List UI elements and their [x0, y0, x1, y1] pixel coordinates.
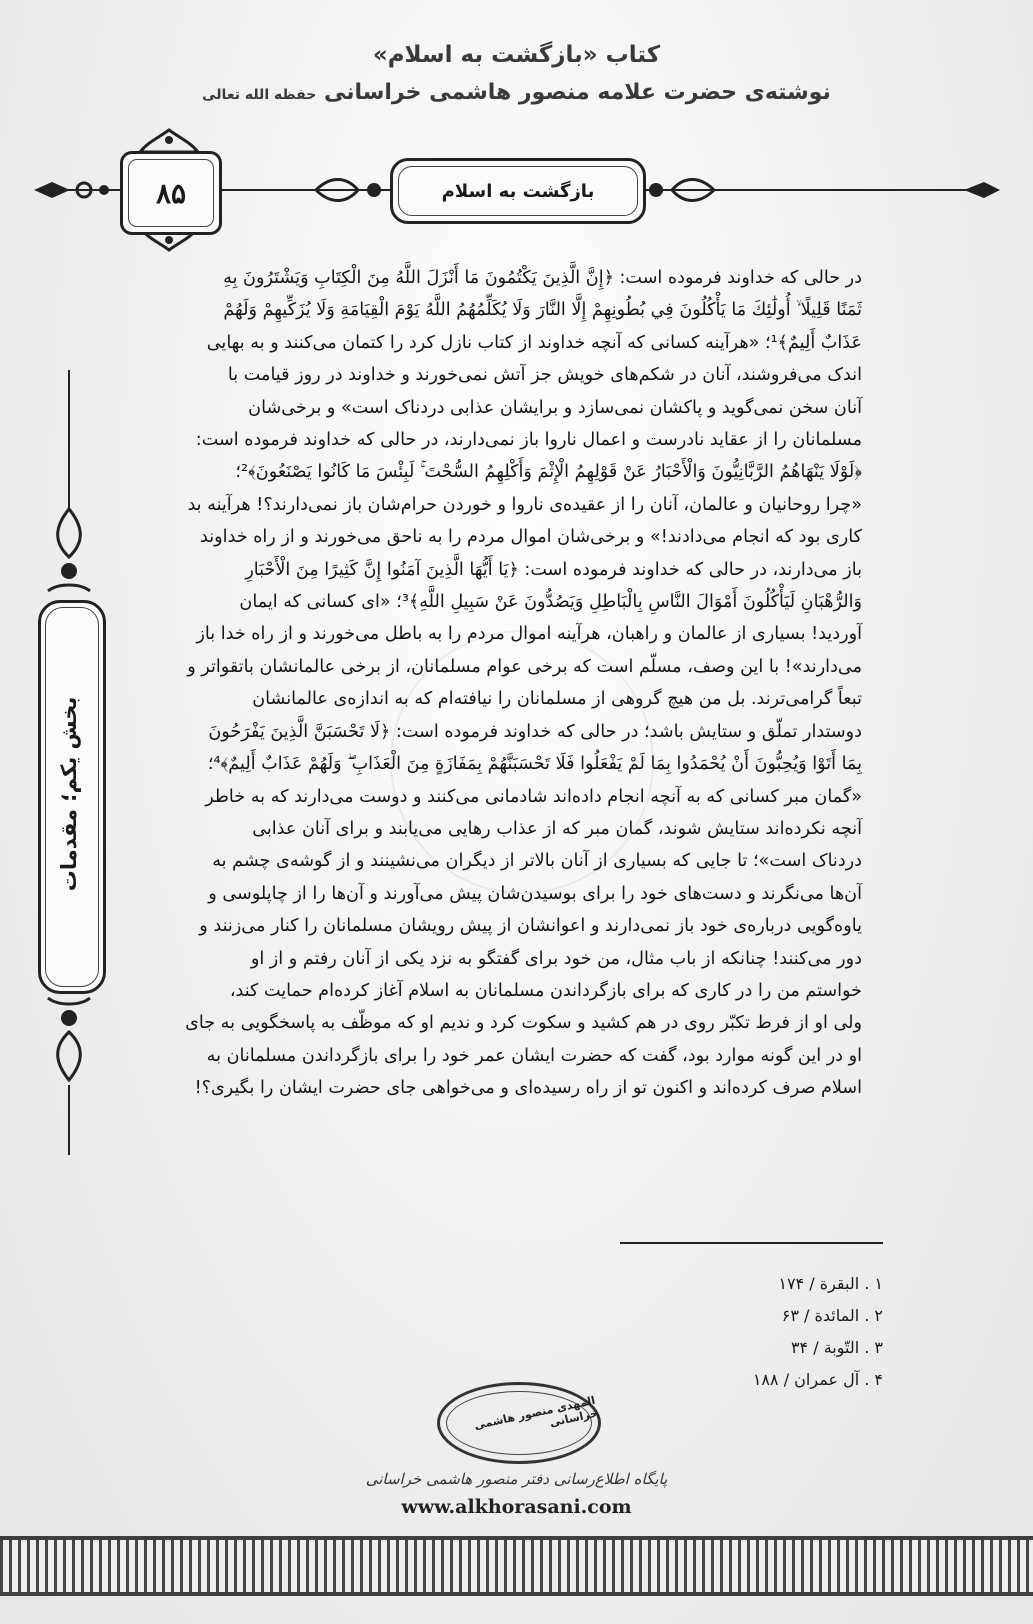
text-line: دوستدار تملّق و ستایش باشد؛ در حالی که خداوند فرموده است: ﴿لَا تَحْسَبَنَّ الَّذِينَ يَفْرَحُونَ — [208, 721, 862, 742]
text-line: مسلمانان را از عقاید نادرست و اعمال ناروا باز نمی‌دارند، در حالی که خداوند فرموده است: — [195, 430, 862, 451]
author-honorific: حفظه الله تعالی — [202, 87, 317, 103]
section-tab — [390, 158, 646, 224]
text-line: بِمَا أَتَوْا وَيُحِبُّونَ أَنْ يُحْمَدُوا بِمَا لَمْ يَفْعَلُوا فَلَا تَحْسَبَنَّهُمْ بِمَفَازَةٍ مِنَ الْعَذَابِ ۖ وَلَهُمْ عَذَابٌ أَلِيمٌ﴾⁴؛ — [207, 754, 862, 775]
text-line: یاوه‌گویی درباره‌ی خود باز نمی‌دارند و اعوانشان از پیش رویشان مسلمانان را کنار می‌زنند و — [199, 916, 862, 937]
author-name: نوشته‌ی حضرت علامه منصور هاشمی خراسانی — [323, 80, 831, 105]
left-flourish-icon — [32, 172, 122, 208]
text-line: آنچه نکرده‌اند ستایش شوند، گمان مبر که از عذاب رهایی می‌یابند و برای آنان عذابی — [252, 818, 862, 839]
section-tab-label: بازگشت به اسلام — [441, 180, 595, 202]
side-ornament-line-top — [68, 370, 70, 510]
text-line: «گمان مبر کسانی که به آنچه انجام داده‌اند شادمانی می‌کنند و دوست می‌دارند که به خاطر — [205, 786, 862, 807]
text-line: دردناک است»؛ تا جایی که بسیاری از آنان بالاتر از دیگران می‌نشینند و از گوشه‌ی چشم به — [212, 851, 862, 872]
text-line: ولی او از فرط تکبّر روی در هم کشید و سکوت کرد و ندیم او که موظّف به پاسخگویی به جای — [185, 1013, 862, 1034]
footnote-divider — [620, 1242, 883, 1244]
side-ornament-line-bottom — [68, 1085, 70, 1155]
text-line: عَذَابٌ أَلِيمٌ﴾¹؛ «هرآینه کسانی که آنچه خداوند از کتاب نازل کرد را کتمان می‌کنند و به بهایی — [206, 332, 862, 353]
text-line: او در این گونه موارد بود، گفت که حضرت ایشان عمر خود را برای بازگرداندن مسلمانان به — [206, 1045, 862, 1066]
text-line: کاری بود که انجام می‌دادند!» و برخی‌شان اموال مردم را به ناحق می‌خورند و از راه خداوند — [199, 527, 862, 548]
text-line: آن‌ها می‌نگرند و دست‌های خود را برای بوسیدن‌شان پیش می‌آورند و آن‌ها را از چاپلوسی و — [208, 883, 862, 904]
seal-logo — [437, 1382, 601, 1464]
text-line: ثَمَنًا قَلِيلًا ۙ أُولَٰئِكَ مَا يَأْكُلُونَ فِي بُطُونِهِمْ إِلَّا النَّارَ وَلَا يُكَلِّمُهُمُ اللَّهُ يَوْمَ الْقِيَامَةِ وَلَا يُزَكِّيهِمْ وَلَهُمْ — [223, 300, 862, 321]
footnote-3: ۳ . التّوبة / ۳۴ — [790, 1338, 883, 1357]
side-bottom-flourish-icon — [42, 990, 96, 1085]
text-line: اسلام صرف کرده‌اند و اکنون تو از راه رسیده‌ای و می‌خواهی جای حضرت ایشان را بگیری؟! — [194, 1078, 862, 1099]
text-line: اندک می‌فروشند، آنان در شکم‌های خویش جز آتش نمی‌خورند و خداوند در روز قیامت با — [227, 365, 862, 386]
text-line: آنان سخن نمی‌گوید و پاکشان نمی‌سازد و برایشان عذابی دردناک است» و برخی‌شان — [248, 397, 862, 418]
footnote-2: ۲ . المائدة / ۶۳ — [781, 1306, 883, 1325]
text-line: وَالرُّهْبَانِ لَيَأْكُلُونَ أَمْوَالَ النَّاسِ بِالْبَاطِلِ وَيَصُدُّونَ عَنْ سَبِيلِ اللَّهِ﴾³؛ «ای کسانی که ایمان — [239, 592, 862, 613]
author-line — [130, 80, 903, 105]
footnote-4: ۴ . آل عمران / ۱۸۸ — [752, 1370, 883, 1389]
footnote-1: ۱ . البقرة / ۱۷۴ — [778, 1274, 883, 1293]
book-title: کتاب «بازگشت به اسلام» — [372, 42, 661, 68]
footer-ornament-band — [0, 1536, 1033, 1596]
site-caption: پایگاه اطلاع‌رسانی دفتر منصور هاشمی خراسانی — [365, 1470, 668, 1488]
right-end-flourish-icon — [962, 178, 1002, 202]
text-line: «چرا روحانیان و عالمان، آنان را از عقیده‌ی ناروا و خوردن حرام‌شان باز نمی‌دارند؟! هرآینه بد — [187, 494, 862, 515]
text-line: آوردید! بسیاری از عالمان و راهبان، هرآینه اموال مردم را به باطل می‌خورند و از راه خدا باز — [196, 624, 862, 645]
text-line: خواستم من را در کاری که برای بازگرداندن مسلمانان به اسلام آغاز کرده‌ام حمایت کند، — [229, 980, 862, 1001]
side-top-flourish-icon — [42, 505, 96, 600]
seal-text: المهدی منصور هاشمی خراسانی — [473, 1393, 599, 1433]
body-text — [120, 262, 862, 1105]
text-line: دور می‌کنند! چنانکه از باب مثال، من خود برای گفتگو به نزد یکی از آنان رفتم و از او — [250, 948, 862, 969]
tab-left-flourish-icon — [312, 172, 392, 208]
text-line: باز می‌دارند، در حالی که خداوند فرموده است: ﴿يَا أَيُّهَا الَّذِينَ آمَنُوا إِنَّ كَثِيرًا مِنَ الْأَحْبَارِ — [245, 559, 862, 580]
text-line: می‌دارند»! با این وصف، مسلّم است که برخی عوام مسلمانان، از برخی عالمانشان باتقواتر و — [187, 656, 862, 677]
footnotes — [583, 1268, 883, 1396]
part-label: بخش یکم؛ مقدمات — [57, 696, 81, 892]
text-line: تبعاً گرامی‌ترند. بل من هیچ گروهی از مسلمانان را نیافته‌ام که به اندازه‌ی عالمانشان — [252, 689, 862, 710]
tab-right-flourish-icon — [638, 172, 718, 208]
page-number — [120, 151, 222, 235]
site-url-link[interactable]: www.alkhorasani.com — [401, 1496, 632, 1518]
text-line: در حالی که خداوند فرموده است: ﴿إِنَّ الَّذِينَ يَكْتُمُونَ مَا أَنْزَلَ اللَّهُ مِنَ الْكِتَابِ وَيَشْتَرُونَ بِهِ — [223, 268, 862, 288]
page-number-text: ۸۵ — [155, 176, 187, 210]
text-line: ﴿لَوْلَا يَنْهَاهُمُ الرَّبَّانِيُّونَ وَالْأَحْبَارُ عَنْ قَوْلِهِمُ الْإِثْمَ وَأَكْلِهِمُ السُّحْتَ ۚ لَبِئْسَ مَا كَانُوا يَصْنَعُونَ﴾²؛ — [235, 462, 862, 483]
